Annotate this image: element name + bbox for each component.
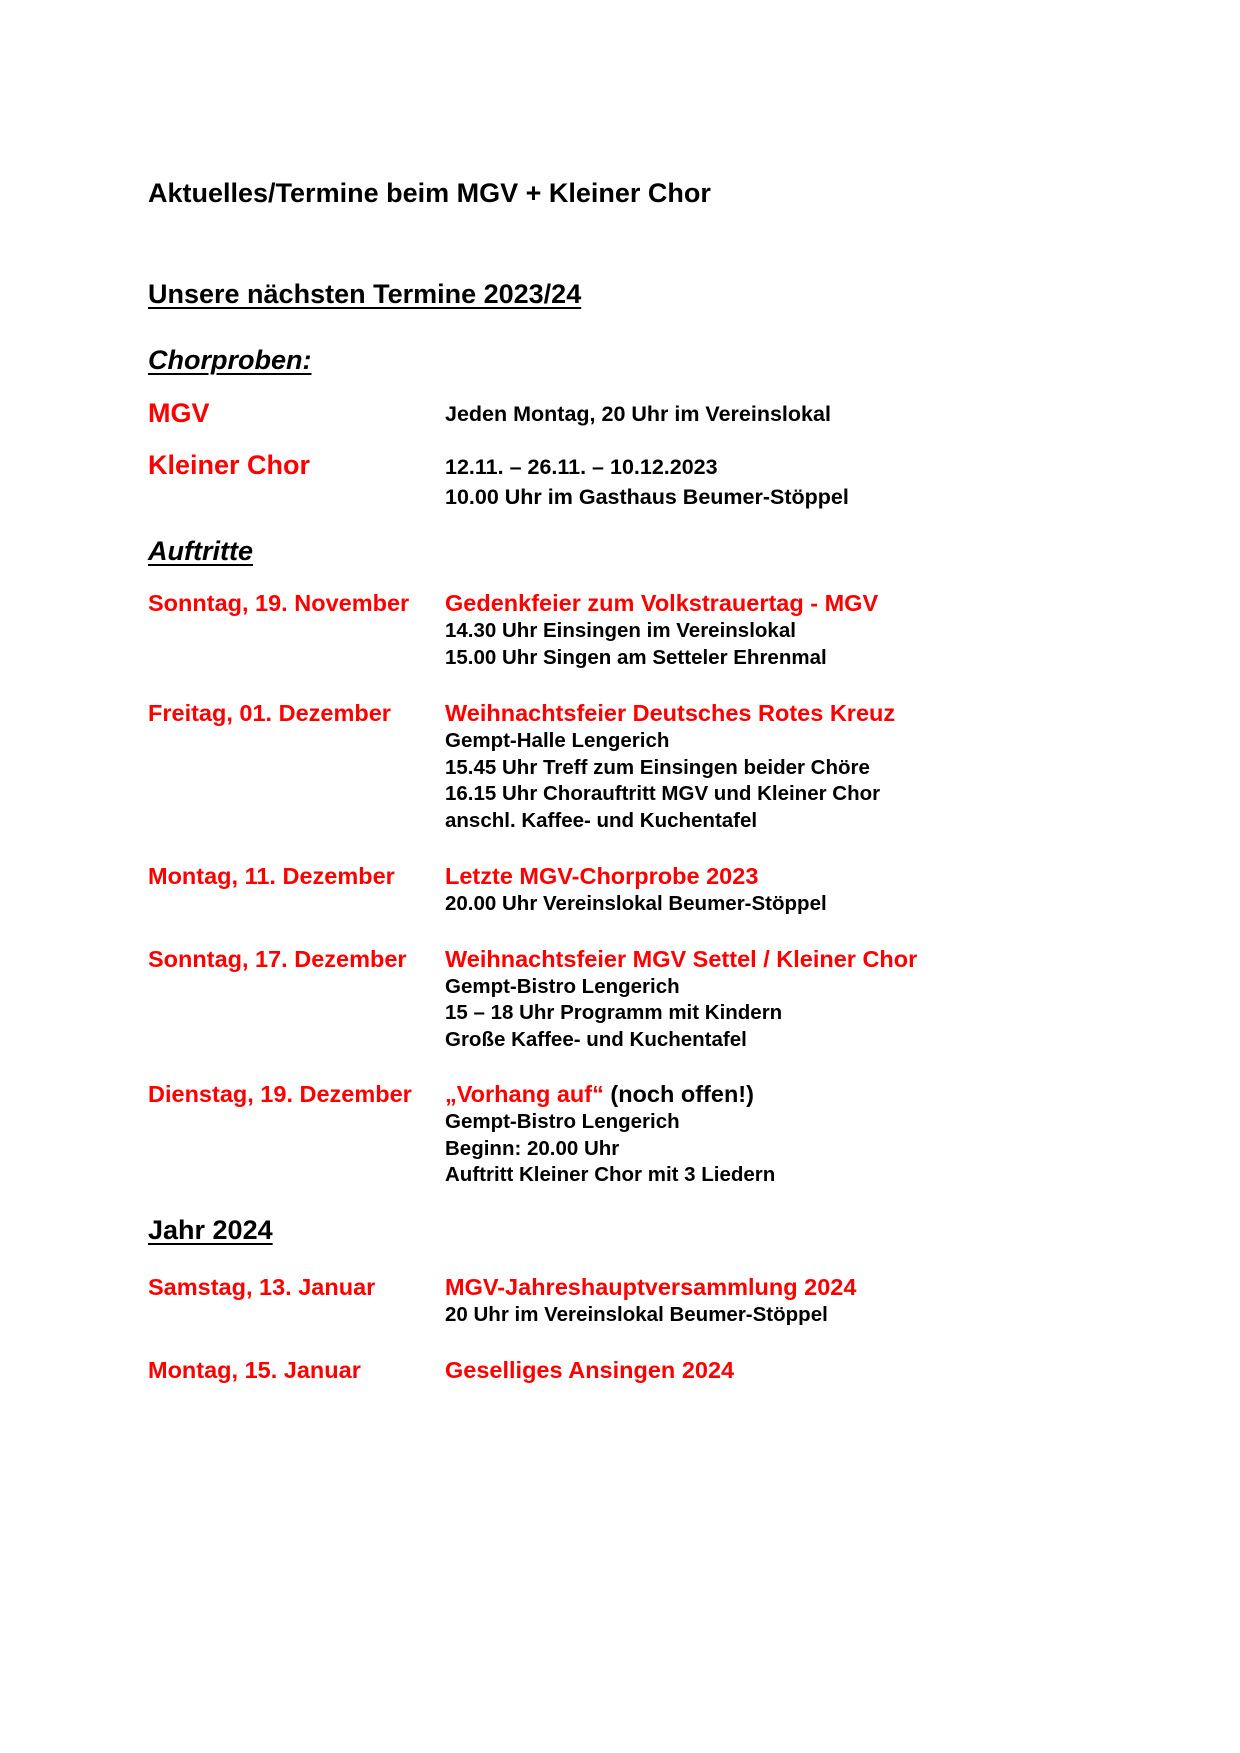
event-title: Letzte MGV-Chorprobe 2023: [445, 863, 759, 889]
event-detail: Große Kaffee- und Kuchentafel: [445, 1028, 747, 1051]
event-detail: Beginn: 20.00 Uhr: [445, 1137, 620, 1160]
event-detail: 20 Uhr im Vereinslokal Beumer-Stöppel: [445, 1303, 828, 1326]
chorprobe-name: Kleiner Chor: [148, 450, 311, 480]
event-date: Dienstag, 19. Dezember: [148, 1081, 412, 1107]
event-detail: Gempt-Bistro Lengerich: [445, 1110, 680, 1133]
event-date: Freitag, 01. Dezember: [148, 700, 391, 726]
event-detail: 15 – 18 Uhr Programm mit Kindern: [445, 1001, 783, 1024]
event-date: Montag, 11. Dezember: [148, 863, 395, 889]
chorprobe-line: 10.00 Uhr im Gasthaus Beumer-Stöppel: [445, 485, 849, 509]
event-detail: Gempt-Bistro Lengerich: [445, 975, 680, 998]
event-date: Samstag, 13. Januar: [148, 1274, 376, 1300]
jahr2024-heading: Jahr 2024: [148, 1215, 273, 1245]
event-title: „Vorhang auf“: [445, 1081, 604, 1107]
event-title: MGV-Jahreshauptversammlung 2024: [445, 1274, 857, 1300]
chorprobe-line: 12.11. – 26.11. – 10.12.2023: [445, 455, 718, 479]
event-title-note: (noch offen!): [610, 1081, 754, 1107]
event-date: Sonntag, 17. Dezember: [148, 946, 407, 972]
event-detail: 14.30 Uhr Einsingen im Vereinslokal: [445, 619, 796, 642]
chorprobe-line: Jeden Montag, 20 Uhr im Vereinslokal: [445, 402, 831, 426]
event-detail: Gempt-Halle Lengerich: [445, 729, 670, 752]
page-title: Aktuelles/Termine beim MGV + Kleiner Chor: [148, 178, 711, 208]
event-title: Weihnachtsfeier MGV Settel / Kleiner Chor: [445, 946, 918, 972]
event-date: Sonntag, 19. November: [148, 590, 410, 616]
event-detail: Auftritt Kleiner Chor mit 3 Liedern: [445, 1163, 776, 1186]
event-detail: 15.00 Uhr Singen am Setteler Ehrenmal: [445, 646, 827, 669]
event-title: Geselliges Ansingen 2024: [445, 1357, 735, 1383]
chorproben-heading: Chorproben:: [148, 345, 312, 375]
event-title: Gedenkfeier zum Volkstrauertag - MGV: [445, 590, 879, 616]
section-heading: Unsere nächsten Termine 2023/24: [148, 279, 582, 309]
event-detail: 15.45 Uhr Treff zum Einsingen beider Chöre: [445, 756, 870, 779]
auftritte-heading: Auftritte: [148, 536, 253, 566]
event-detail: 20.00 Uhr Vereinslokal Beumer-Stöppel: [445, 892, 827, 915]
event-title: Weihnachtsfeier Deutsches Rotes Kreuz: [445, 700, 896, 726]
event-title-row: [445, 1081, 754, 1108]
event-date: Montag, 15. Januar: [148, 1357, 361, 1383]
event-detail: anschl. Kaffee- und Kuchentafel: [445, 809, 758, 832]
chorprobe-name: MGV: [148, 398, 210, 428]
event-detail: 16.15 Uhr Chorauftritt MGV und Kleiner Chor: [445, 782, 881, 805]
